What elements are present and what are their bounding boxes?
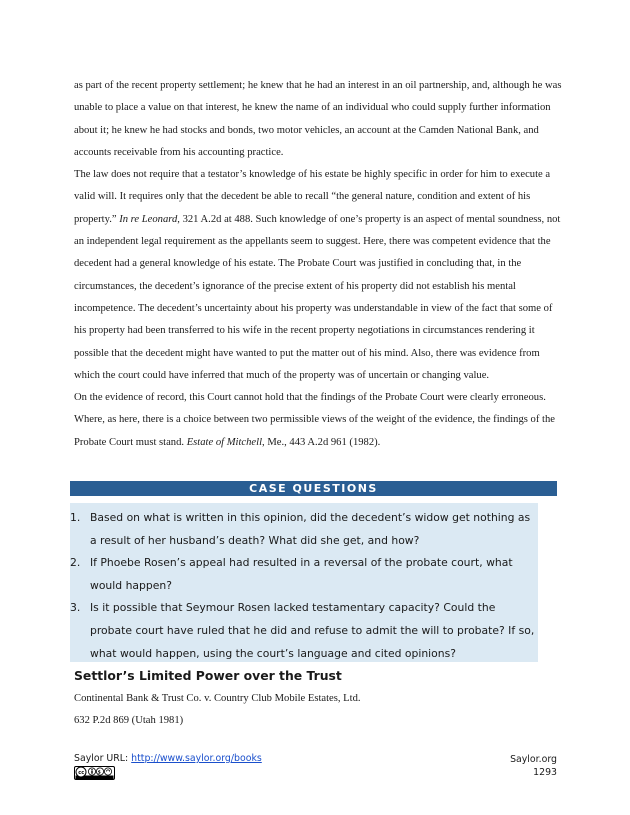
case-citation-line: 632 P.2d 869 (Utah 1981) xyxy=(74,715,184,726)
case-name: Continental Bank & Trust Co. v. Country Club Mobile Estates, Ltd. xyxy=(74,693,361,704)
paragraph: as part of the recent property settlement; he knew that he had an interest in an oil partnership, and, although he was unable to place a value on that interest, he knew the name of an individual who could supply further information about it; he knew he had stocks and bonds, two motor vehicles, an account at the Camden National Bank, and accounts receivable from his accounting practice. xyxy=(74,80,562,158)
site-name: Saylor.org xyxy=(510,754,557,765)
footer-url: Saylor URL: http://www.saylor.org/books xyxy=(74,753,262,764)
case-citation: In re Leonard xyxy=(119,213,178,225)
paragraph: On the evidence of record, this Court cannot hold that the findings of the Probate Court were clearly erroneous. Where, as here, there is a choice between two permissible views of the weight of the evidence, the findings of the Probate Court must stand. Estate of Mitchell, Me., 443 A.2d 961 (1982). xyxy=(74,392,555,448)
svg-text:$: $ xyxy=(97,770,101,776)
svg-text:cc: cc xyxy=(78,770,85,776)
case-questions-list xyxy=(70,507,538,665)
cc-license-icon xyxy=(74,766,115,780)
saylor-link[interactable]: http://www.saylor.org/books xyxy=(131,753,262,764)
case-citation: Estate of Mitchell xyxy=(186,436,263,448)
list-item: 2. If Phoebe Rosen’s appeal had resulted in a reversal of the probate court, what would happen? xyxy=(70,556,513,592)
page-number: 1293 xyxy=(533,767,557,778)
section-title: Settlor’s Limited Power over the Trust xyxy=(74,668,342,683)
footer-page-info xyxy=(510,753,557,779)
list-item: 3. Is it possible that Seymour Rosen lacked testamentary capacity? Could the probate court have ruled that he did and refuse to admit the will to probate? If so, what would happen, using the court’s language and cited opinions? xyxy=(70,601,535,660)
opinion-text xyxy=(74,75,564,454)
case-questions-heading: CASE QUESTIONS xyxy=(70,481,557,496)
list-item: 1. Based on what is written in this opinion, did the decedent’s widow get nothing as a result of her husband’s death? What did she get, and how? xyxy=(70,511,531,547)
paragraph: The law does not require that a testator’s knowledge of his estate be highly specific in order for him to execute a valid will. It requires only that the decedent be able to recall “the general nature, condition and extent of his property.” In re Leonard, 321 A.2d at 488. Such knowledge of one’s property is an aspect of mental soundness, not an independent legal requirement as the appellants seem to suggest. Here, there was competent evidence that the decedent had a general knowledge of his estate. The Probate Court was justified in concluding that, in the circumstances, the decedent’s ignorance of the precise extent of his property did not establish his mental incompetence. The decedent’s uncertainty about his property was understandable in view of the fact that some of his property had been transferred to his wife in the recent property negotiations in circumstances rendering it possible that the decedent might have wanted to put the matter out of his mind. Also, there was evidence from which the court could have inferred that much of the property was of uncertain or changing value. xyxy=(74,169,561,381)
